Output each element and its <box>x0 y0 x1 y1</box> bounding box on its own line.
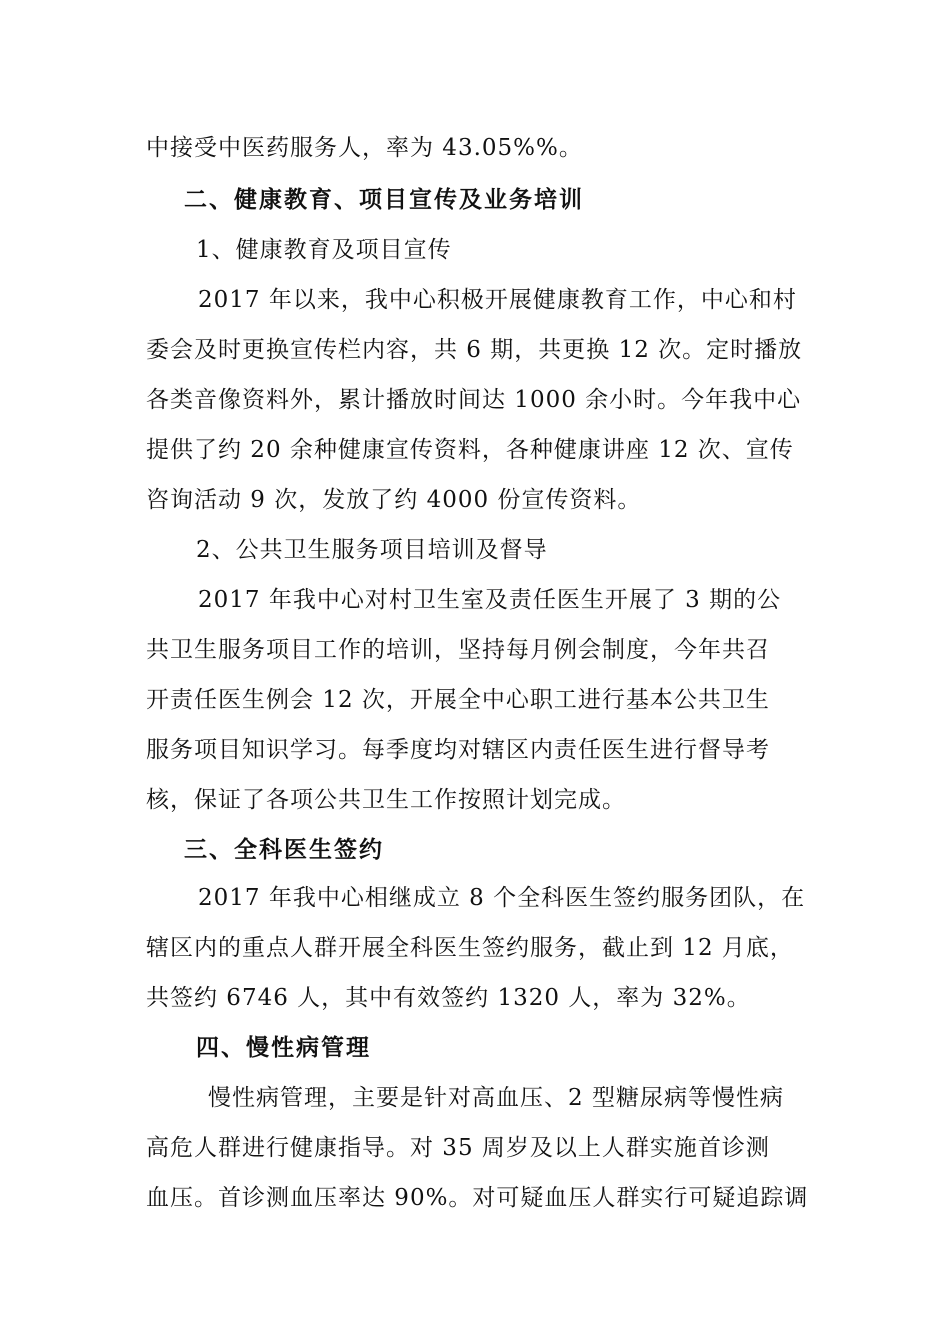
section-heading-chronic-disease: 四、慢性病管理 <box>196 1035 371 1061</box>
body-line: 中接受中医药服务人，率为 43.05%%。 <box>146 135 583 161</box>
body-line: 2017 年以来，我中心积极开展健康教育工作，中心和村 <box>198 287 797 313</box>
body-line: 委会及时更换宣传栏内容，共 6 期，共更换 12 次。定时播放 <box>146 337 803 363</box>
subsection-heading-health-education: 1、健康教育及项目宣传 <box>196 237 452 263</box>
subsection-heading-training: 2、公共卫生服务项目培训及督导 <box>196 537 548 563</box>
body-line: 开责任医生例会 12 次，开展全中心职工进行基本公共卫生 <box>146 687 770 713</box>
body-line: 2017 年我中心相继成立 8 个全科医生签约服务团队，在 <box>198 885 806 911</box>
body-line: 咨询活动 9 次，发放了约 4000 份宣传资料。 <box>146 487 642 513</box>
body-line: 高危人群进行健康指导。对 35 周岁及以上人群实施首诊测 <box>146 1135 770 1161</box>
body-line: 血压。首诊测血压率达 90%。对可疑血压人群实行可疑追踪调 <box>146 1185 809 1211</box>
body-line: 服务项目知识学习。每季度均对辖区内责任医生进行督导考 <box>146 737 770 763</box>
body-line: 辖区内的重点人群开展全科医生签约服务，截止到 12 月底， <box>146 935 794 961</box>
body-line: 核，保证了各项公共卫生工作按照计划完成。 <box>146 787 626 813</box>
section-heading-health-education: 二、健康教育、项目宣传及业务培训 <box>184 187 584 213</box>
body-line: 提供了约 20 余种健康宣传资料，各种健康讲座 12 次、宣传 <box>146 437 794 463</box>
body-line: 共卫生服务项目工作的培训，坚持每月例会制度，今年共召 <box>146 637 770 663</box>
body-line: 慢性病管理，主要是针对高血压、2 型糖尿病等慢性病 <box>208 1085 784 1111</box>
body-line: 各类音像资料外，累计播放时间达 1000 余小时。今年我中心 <box>146 387 802 413</box>
body-line: 2017 年我中心对村卫生室及责任医生开展了 3 期的公 <box>198 587 782 613</box>
section-heading-gp-signing: 三、全科医生签约 <box>184 837 384 863</box>
body-line: 共签约 6746 人，其中有效签约 1320 人，率为 32%。 <box>146 985 751 1011</box>
